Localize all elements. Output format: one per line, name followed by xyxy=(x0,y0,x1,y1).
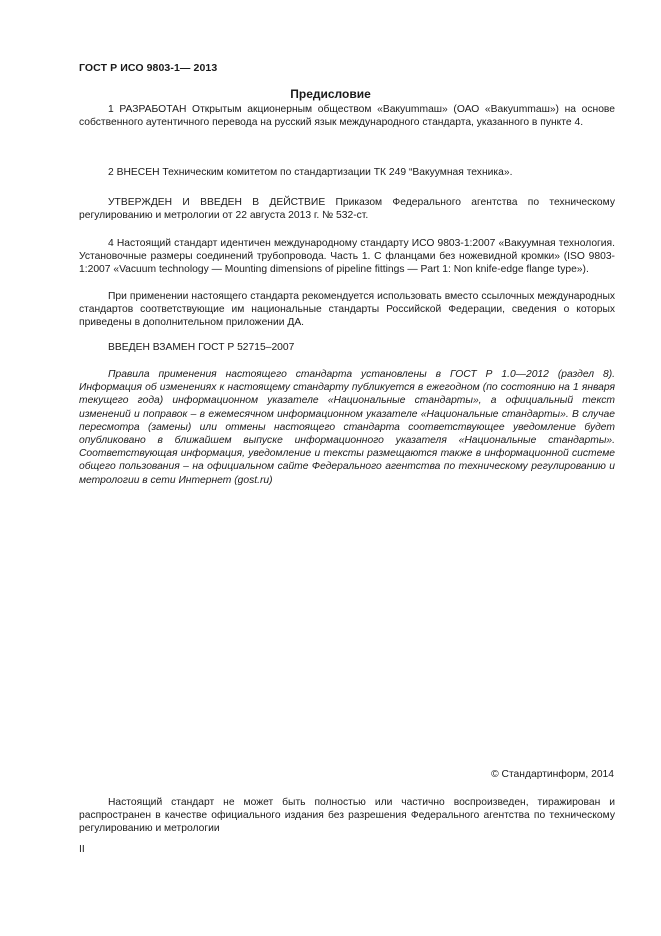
paragraph-replaces: ВВЕДЕН ВЗАМЕН ГОСТ Р 52715–2007 xyxy=(108,342,295,353)
paragraph-introduced-by: 2 ВНЕСЕН Техническим комитетом по стандартизации ТК 249 “Вакуумная техника». xyxy=(108,167,513,178)
page-title: Предисловие xyxy=(290,87,371,101)
copyright-line: © Стандартинформ, 2014 xyxy=(491,769,614,780)
paragraph-developed-by: 1 РАЗРАБОТАН Открытым акционерным обществом «Вакуummаш» (ОАО «Вакуummаш») на основе собственного аутентичного перевода на русский язык международного стандарта, указанного в пункте 4. xyxy=(79,104,615,129)
paragraph-references-note: При применении настоящего стандарта рекомендуется использовать вместо ссылочных международных стандартов соответствующие им национальные стандарты Российской Федерации, сведения о которых приведены в дополнительном приложении ДА. xyxy=(79,291,615,329)
application-rules-notice: Правила применения настоящего стандарта установлены в ГОСТ Р 1.0—2012 (раздел 8). Информация об изменениях к настоящему стандарту публикуется в ежегодном (по состоянию на 1 января текущего года) информационном указателе «Национальные стандарты», а официальный текст изменений и поправок – в ежемесячном информационном указателе «Национальные стандарты». В случае пересмотра (замены) или отмены настоящего стандарта соответствующее уведомление будет опубликовано в ближайшем выпуске информационного указателя «Национальные стандарты». Соответствующая информация, уведомление и тексты размещаются также в информационной системе общего пользования – на официальном сайте Федерального агентства по техническому регулированию и метрологии в сети Интернет (gost.ru) xyxy=(79,369,615,486)
document-code-header: ГОСТ Р ИСО 9803-1— 2013 xyxy=(79,62,218,74)
paragraph-approved: УТВЕРЖДЕН И ВВЕДЕН В ДЕЙСТВИЕ Приказом Федерального агентства по техническому регулированию и метрологии от 22 августа 2013 г. № 532-ст. xyxy=(79,197,615,222)
reproduction-notice: Настоящий стандарт не может быть полностью или частично воспроизведен, тиражирован и распространен в качестве официального издания без разрешения Федерального агентства по техническому регулированию и метрологии xyxy=(79,797,615,835)
page-number: II xyxy=(79,844,85,855)
paragraph-identical-standard: 4 Настоящий стандарт идентичен международному стандарту ИСО 9803-1:2007 «Вакуумная технология. Установочные размеры соединений трубопровода. Часть 1. С фланцами без ножевидной кромки» (ISO 9803-1:2007 «Vacuum technology — Mounting dimensions of pipeline fittings — Part 1: Non knife-edge flange type»). xyxy=(79,238,615,276)
